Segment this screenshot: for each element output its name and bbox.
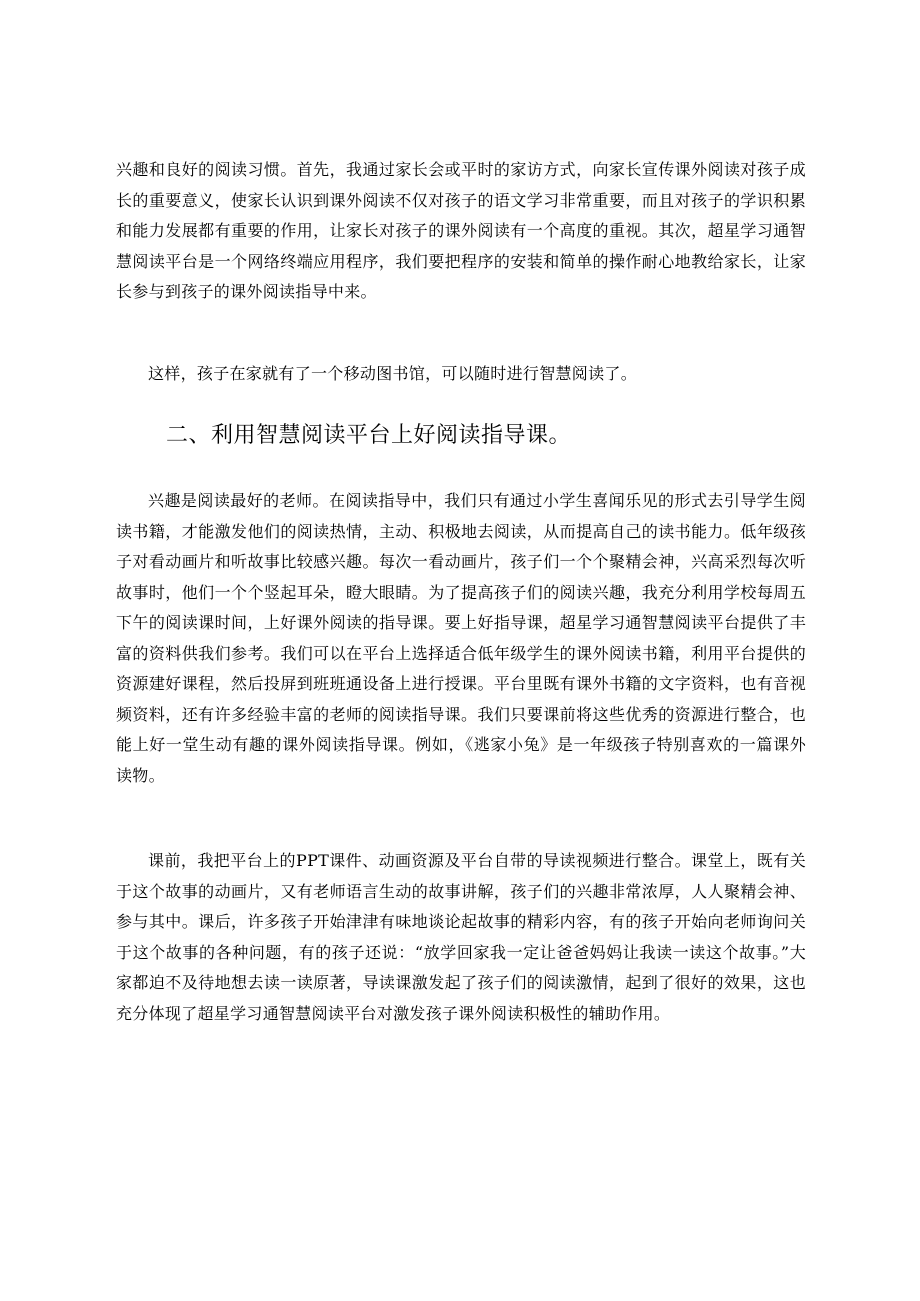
- section-heading: 二、利用智慧阅读平台上好阅读指导课。: [166, 423, 572, 448]
- paragraph-parent-communication: 兴趣和良好的阅读习惯。首先，我通过家长会或平时的家访方式，向家长宣传课外阅读对孩子成长的重要意义，使家长认识到课外阅读不仅对孩子的语文学习非常重要，而且对孩子的学识积累和能力发展都有重要的作用，让家长对孩子的课外阅读有一个高度的重视。其次，超星学习通智慧阅读平台是一个网络终端应用程序，我们要把程序的安装和简单的操作耐心地教给家长，让家长参与到孩子的课外阅读指导中来。: [116, 160, 806, 301]
- paragraph-lesson-integration: 课前，我把平台上的PPT课件、动画资源及平台自带的导读视频进行整合。课堂上，既有关于这个故事的动画片，又有老师语言生动的故事讲解，孩子们的兴趣非常浓厚，人人聚精会神、参与其中。课后，许多孩子开始津津有味地谈论起故事的精彩内容，有的孩子开始向老师询问关于这个故事的各种问题，有的孩子还说：“放学回家我一定让爸爸妈妈让我读一读这个故事。”大家都迫不及待地想去读一读原著，导读课激发起了孩子们的阅读激情，起到了很好的效果，这也充分体现了超星学习通智慧阅读平台对激发孩子课外阅读积极性的辅助作用。: [116, 851, 806, 1023]
- paragraph-reading-interest: 兴趣是阅读最好的老师。在阅读指导中，我们只有通过小学生喜闻乐见的形式去引导学生阅读书籍，才能激发他们的阅读热情，主动、积极地去阅读，从而提高自己的读书能力。低年级孩子对看动画片和听故事比较感兴趣。每次一看动画片，孩子们一个个聚精会神，兴高采烈每次听故事时，他们一个个竖起耳朵，瞪大眼睛。为了提高孩子们的阅读兴趣，我充分利用学校每周五下午的阅读课时间，上好课外阅读的指导课。要上好指导课，超星学习通智慧阅读平台提供了丰富的资料供我们参考。我们可以在平台上选择适合低年级学生的课外阅读书籍，利用平台提供的资源建好课程，然后投屏到班班通设备上进行授课。平台里既有课外书籍的文字资料，也有音视频资料，还有许多经验丰富的老师的阅读指导课。我们只要课前将这些优秀的资源进行整合，也能上好一堂生动有趣的课外阅读指导课。例如，《逃家小兔》是一年级孩子特别喜欢的一篇课外读物。: [116, 491, 806, 785]
- paragraph-mobile-library: 这样，孩子在家就有了一个移动图书馆，可以随时进行智慧阅读了。: [148, 364, 638, 383]
